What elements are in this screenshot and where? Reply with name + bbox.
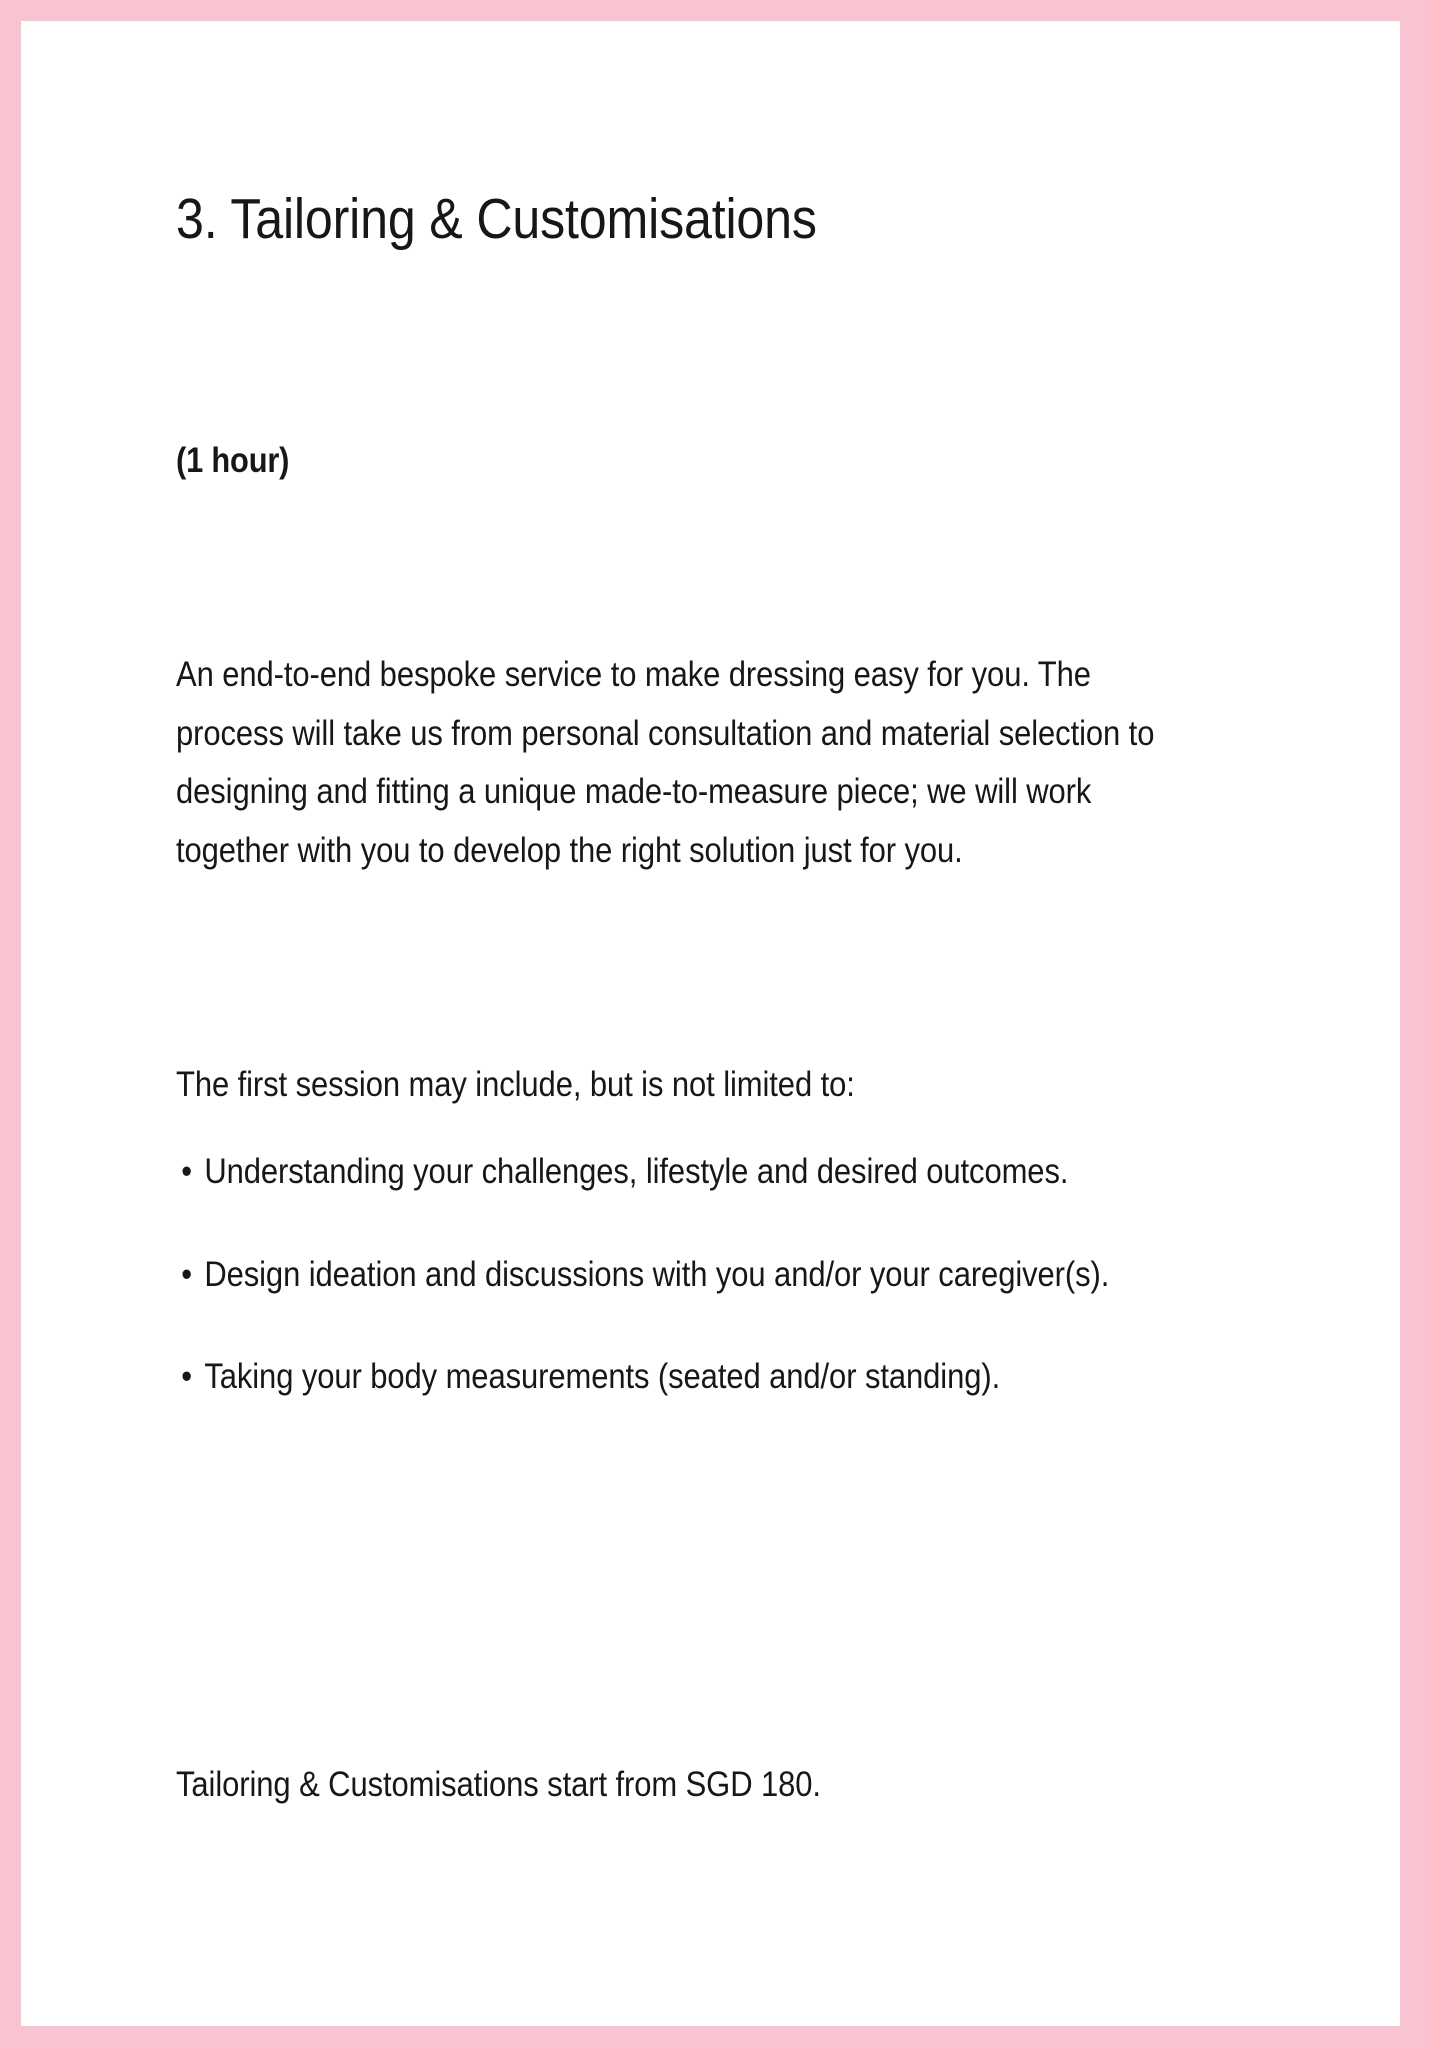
list-lead-in-text: The first session may include, but is not limited to: [176,1065,855,1104]
duration-label: (1 hour) [176,441,290,480]
page-title: 3. Tailoring & Customisations [176,187,817,251]
list-item-label: Taking your body measurements (seated and/or standing). [204,1357,1001,1396]
pricing-statement: Tailoring & Customisations start from SGD 180. [176,1765,821,1804]
list-item [176,1143,1185,1202]
intro-paragraph: An end-to-end bespoke service to make dressing easy for you. The process will take us from personal consultation and material selection to designing and fitting a unique made-to-measure piece; we will work together with you to develop the right solution just for you. [176,655,1155,870]
list-item-label: Understanding your challenges, lifestyle and desired outcomes. [204,1152,1069,1191]
bullet-icon: • [181,1152,193,1191]
list-item [176,1348,1185,1407]
page-sheet [21,21,1400,2026]
bullet-icon: • [181,1254,193,1294]
list-item-label: Design ideation and discussions with you and/or your caregiver(s). [204,1254,1110,1294]
bullet-icon: • [181,1357,193,1396]
session-inclusions-list [176,1143,1316,1407]
list-item [176,1246,1185,1305]
